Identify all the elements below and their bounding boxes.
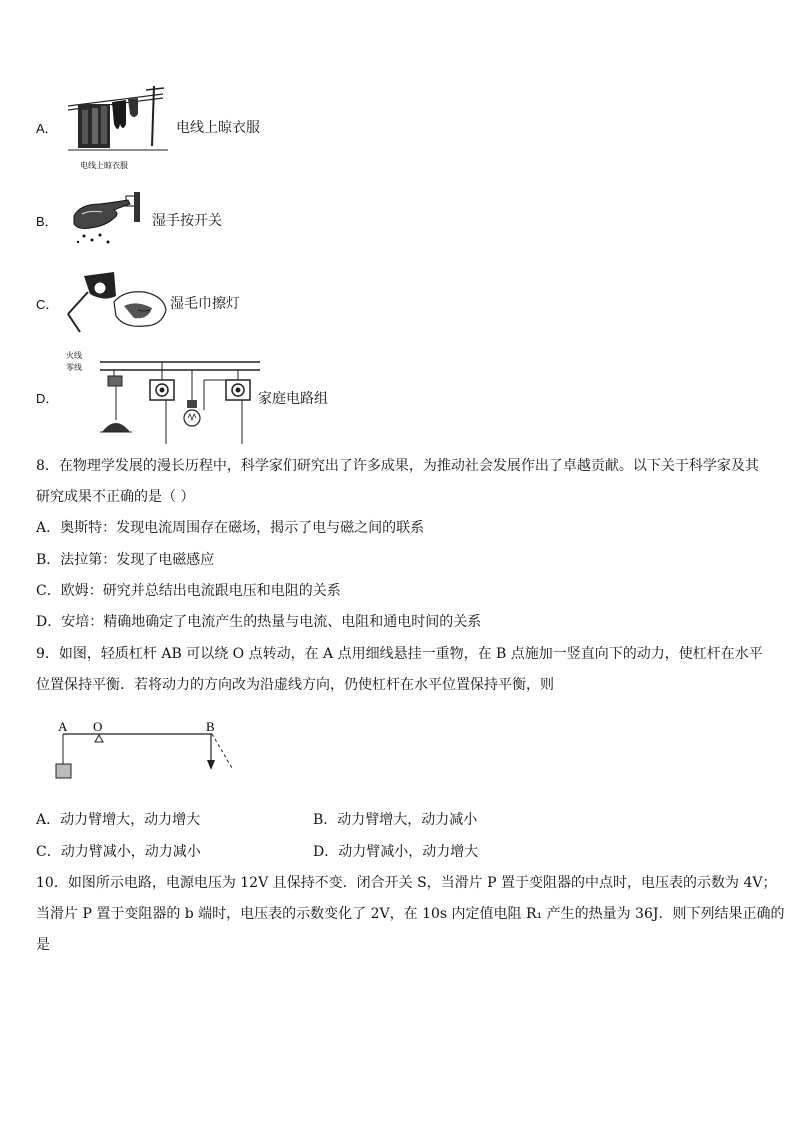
fire-line-label: 火线 — [66, 351, 82, 360]
lever-label-b: B — [206, 719, 215, 734]
dashed-force-line — [212, 734, 232, 768]
option-b-letter: B． — [36, 214, 58, 229]
option-a-caption: 电线上晾衣服 — [176, 120, 260, 136]
q10-stem-line2: 当滑片 P 置于变阻器的 b 端时，电压表的示数变化了 2V，在 10s 内定值电阻 R₁ 产生的热量为 36J．则下列结果正确的 — [36, 906, 785, 922]
option-c-caption: 湿毛巾擦灯 — [170, 296, 240, 312]
q10-stem-line1: 10．如图所示电路，电源电压为 12V 且保持不变．闭合开关 S，当滑片 P 置于变阻器的中点时，电压表的示数为 4V； — [36, 875, 777, 891]
q9-stem-line1: 9．如图，轻质杠杆 AB 可以绕 O 点转动，在 A 点用细线悬挂一重物，在 B 点施加一竖直向下的动力，使杠杆在水平 — [36, 646, 763, 662]
lever-label-o: O — [93, 719, 103, 734]
option-c-letter: C． — [36, 297, 59, 312]
option-d-letter: D． — [36, 391, 59, 406]
wet-towel-lamp-image — [64, 270, 170, 336]
household-circuit-image — [64, 350, 264, 446]
q8-option-d: D．安培：精确地确定了电流产生的热量与电流、电阻和通电时间的关系 — [36, 614, 482, 630]
q9-option-a: A．动力臂增大，动力增大 — [36, 812, 201, 828]
q8-stem-line2: 研究成果不正确的是（ ） — [36, 489, 195, 505]
option-a-letter: A． — [36, 121, 58, 136]
wet-hand-switch-image — [70, 190, 150, 246]
lever-label-a: A — [58, 719, 68, 734]
neutral-line-label: 零线 — [66, 363, 82, 372]
drying-clothes-image-caption: 电线上晾衣服 — [80, 161, 128, 170]
lever-diagram — [50, 716, 240, 782]
q9-option-d: D．动力臂减小，动力增大 — [313, 844, 479, 860]
fulcrum — [95, 735, 103, 742]
option-b-caption: 湿手按开关 — [152, 213, 222, 229]
q8-option-c: C．欧姆：研究并总结出电流跟电压和电阻的关系 — [36, 583, 341, 599]
drying-clothes-on-wire-image — [68, 84, 178, 174]
q10-stem-line3: 是 — [36, 937, 50, 953]
q8-option-b: B．法拉第：发现了电磁感应 — [36, 552, 215, 568]
hanging-weight — [56, 764, 71, 778]
q9-option-c: C．动力臂减小，动力减小 — [36, 844, 201, 860]
q9-option-b: B．动力臂增大，动力减小 — [313, 812, 478, 828]
q8-stem-line1: 8．在物理学发展的漫长历程中，科学家们研究出了许多成果，为推动社会发展作出了卓越贡献。以下关于科学家及其 — [36, 458, 759, 474]
q9-stem-line2: 位置保持平衡．若将动力的方向改为沿虚线方向，仍使杠杆在水平位置保持平衡，则 — [36, 677, 554, 693]
q8-option-a: A．奥斯特：发现电流周围存在磁场，揭示了电与磁之间的联系 — [36, 520, 425, 536]
option-d-caption: 家庭电路组 — [258, 391, 328, 407]
